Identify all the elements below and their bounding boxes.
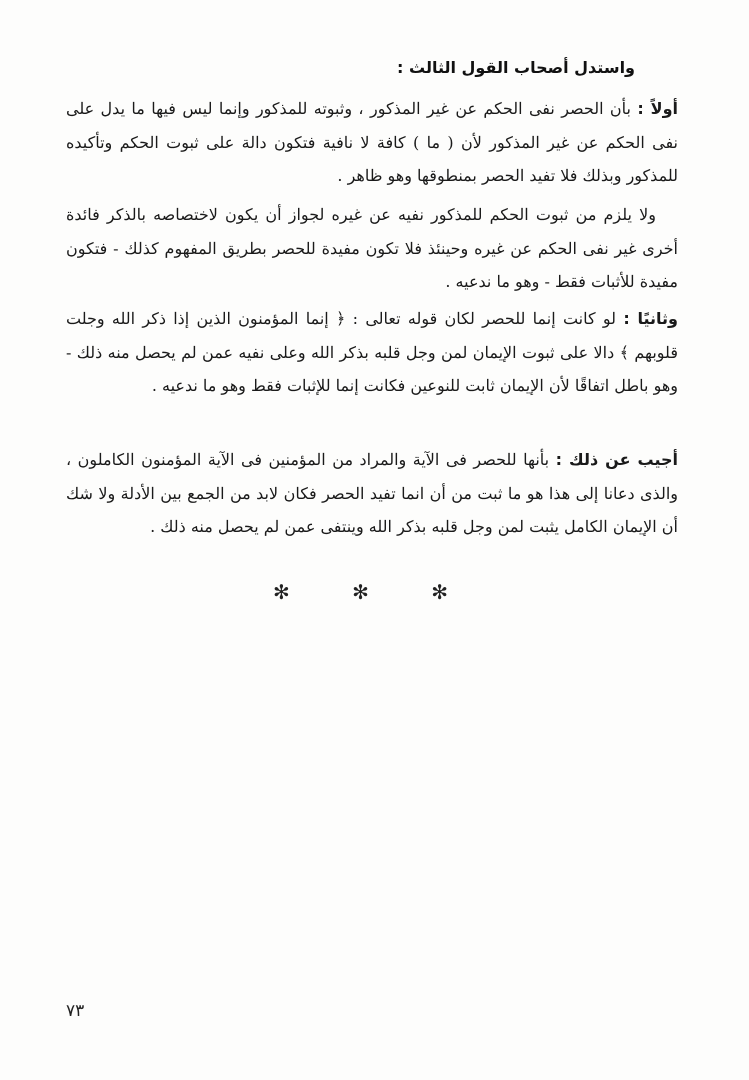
paragraph-1-lead: أولاً : bbox=[637, 99, 678, 118]
paragraph-3-text: لو كانت إنما للحصر لكان قوله تعالى : ﴿ إنما المؤمنون الذين إذا ذكر الله وجلت قلوبهم ﴾ دالا على ثبوت الإيمان لمن وجل قلبه بذكر الله وعلى نفيه عمن لم يحصل منه ذلك - وهو باطل اتفاقًا لأن الإيمان ثابت للنوعين فكانت إنما للإثبات فقط وهو ما ندعيه . bbox=[66, 309, 679, 395]
paragraph-3-lead: وثانيًا : bbox=[623, 309, 679, 328]
paragraph-2 bbox=[66, 198, 678, 299]
paragraph-4-text: بأنها للحصر فى الآية والمراد من المؤمنين فى الآية المؤمنون الكاملون ، والذى دعانا إلى هذا هو ما ثبت من أن انما تفيد الحصر فكان لابد من الجمع بين الأدلة ولا شك أن الإيمان الكامل يثبت لمن وجل قلبه بذكر الله وينتفى عمن لم يحصل منه ذلك . bbox=[66, 450, 678, 536]
section-heading: واستدل أصحاب القول الثالث : bbox=[397, 58, 635, 77]
section-separator: ✻ ✻ ✻ bbox=[273, 580, 476, 604]
paragraph-4-lead: أجيب عن ذلك : bbox=[555, 450, 678, 469]
paragraph-1 bbox=[66, 92, 678, 193]
page-number: ٧٣ bbox=[66, 1001, 85, 1021]
paragraph-2-text: ولا يلزم من ثبوت الحكم للمذكور نفيه عن غيره لجواز أن يكون لاختصاصه بالذكر فائدة أخرى غير نفى الحكم عن غيره وحينئذ فلا تكون مفيدة للحصر بطريق المفهوم كذلك - فتكون مفيدة للأثبات فقط - وهو ما ندعيه . bbox=[66, 205, 678, 291]
paragraph-3 bbox=[66, 302, 678, 403]
paragraph-1-text: بأن الحصر نفى الحكم عن غير المذكور ، وثبوته للمذكور وإنما ليس فيها ما يدل على نفى الحكم عن غير المذكور لأن ( ما ) كافة لا نافية فتكون دالة على ثبوت الحكم وتأكيده للمذكور وبذلك فلا تفيد الحصر بمنطوقها وهو ظاهر . bbox=[66, 99, 678, 185]
paragraph-4 bbox=[66, 443, 678, 544]
